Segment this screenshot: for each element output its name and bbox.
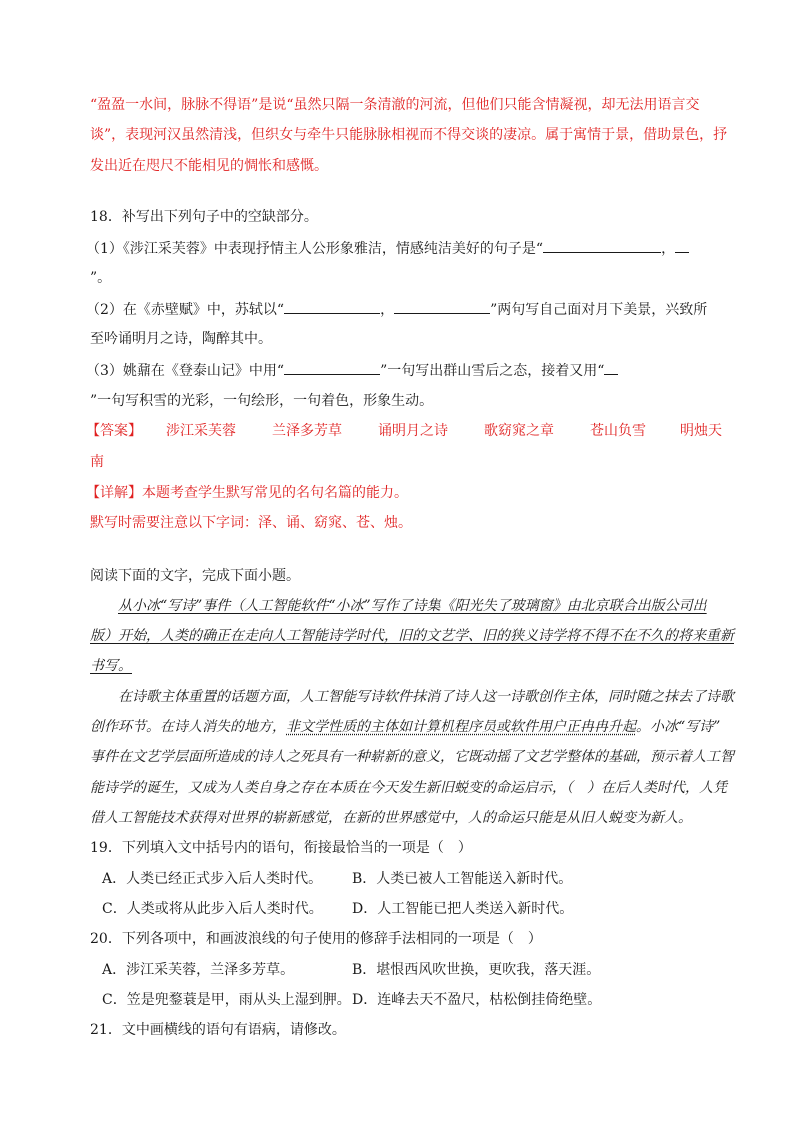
question-19-stem: 19．下列填入文中括号内的语句，衔接最恰当的一项是（ ） bbox=[90, 840, 472, 856]
q19-option-a[interactable]: A．人类已经正式步入后人类时代。 bbox=[102, 871, 323, 887]
passage-underlined-line: 书写。 bbox=[90, 658, 132, 674]
question-20-stem: 20．下列各项中，和画波浪线的句子使用的修辞手法相同的一项是（ ） bbox=[90, 931, 542, 947]
fill-blank[interactable] bbox=[675, 238, 689, 253]
detail-line-2: 默写时需要注意以下字词：泽、诵、窈窕、苍、烛。 bbox=[90, 515, 412, 531]
passage-text: 。小冰“写诗” bbox=[636, 719, 721, 735]
question-21-stem: 21．文中画横线的语句有语病，请修改。 bbox=[90, 1022, 346, 1038]
answer-item-wrap: 南 bbox=[90, 454, 104, 470]
q18-item-3-cont: ”一句写积雪的光彩，一句绘形，一句着色，形象生动。 bbox=[90, 393, 434, 409]
q19-option-c[interactable]: C．人类或将从此步入后人类时代。 bbox=[102, 901, 323, 917]
q18-item-1 bbox=[86, 238, 716, 259]
detail-line bbox=[86, 483, 716, 503]
q20-option-b[interactable]: B．堪恨西风吹世换，更吹我，落天涯。 bbox=[352, 962, 601, 978]
answer-item: 涉江采芙蓉 bbox=[166, 423, 236, 439]
comma: ， bbox=[380, 302, 395, 318]
detail-text: 本题考查学生默写常见的名句名篇的能力。 bbox=[142, 485, 408, 501]
answer-label: 【答案】 bbox=[86, 423, 142, 439]
answer-item: 诵明月之诗 bbox=[378, 423, 448, 439]
passage-line bbox=[90, 717, 720, 737]
q19-option-d[interactable]: D．人工智能已把人类送入新时代。 bbox=[352, 901, 574, 917]
passage-wavy-sentence: 非文学性质的主体如计算机程序员或软件用户正冉冉升起 bbox=[286, 719, 636, 735]
q18-item-1-end: ”。 bbox=[90, 270, 112, 286]
explanation-line: 发出近在咫尺不能相见的惆怅和感慨。 bbox=[90, 158, 328, 174]
fill-blank[interactable] bbox=[543, 238, 661, 253]
explanation-line: 谈”，表现河汉虽然清浅，但织女与牵牛只能脉脉相视而不得交谈的凄凉。属于寓情于景，借助景色，抒 bbox=[90, 127, 728, 143]
detail-label: 【详解】 bbox=[86, 485, 142, 501]
fill-blank[interactable] bbox=[284, 299, 380, 314]
q20-option-d[interactable]: D．连峰去天不盈尺，枯松倒挂倚绝壁。 bbox=[352, 992, 602, 1008]
passage-line: 能诗学的诞生，又成为人类自身之存在本质在今天发生新旧蜕变的命运启示，（ ）在后人类时代，人凭 bbox=[90, 780, 727, 796]
q18-item-2-cont: 至吟诵明月之诗，陶醉其中。 bbox=[90, 331, 272, 347]
passage-line: 事件在文艺学层面所造成的诗人之死具有一种崭新的意义，它既动摇了文艺学整体的基础，预示着人工智 bbox=[90, 749, 734, 765]
passage-text: 创作环节。在诗人消失的地方， bbox=[90, 719, 286, 735]
answer-item: 苍山负雪 bbox=[590, 423, 646, 439]
q18-item-2-text: （2）在《赤壁赋》中，苏轼以“ bbox=[86, 302, 285, 318]
q18-item-2-text-b: ”两句写自己面对月下美景，兴致所 bbox=[490, 302, 708, 318]
fill-blank[interactable] bbox=[604, 360, 618, 375]
answer-item: 歌窈窕之章 bbox=[484, 423, 554, 439]
passage-underlined-line: 版）开始，人类的确正在走向人工智能诗学时代，旧的文艺学、旧的狭义诗学将不得不在不久的将来重新 bbox=[90, 628, 734, 644]
explanation-line: “盈盈一水间，脉脉不得语”是说“虽然只隔一条清澈的河流，但他们只能含情凝视，却无法用语言交 bbox=[90, 97, 700, 113]
question-18-stem: 18．补写出下列句子中的空缺部分。 bbox=[90, 209, 318, 225]
answer-item: 明烛天 bbox=[680, 423, 722, 439]
fill-blank[interactable] bbox=[284, 360, 380, 375]
answer-item: 兰泽多芳草 bbox=[272, 423, 342, 439]
q18-item-3-text-b: ”一句写出群山雪后之态，接着又用“ bbox=[380, 363, 605, 379]
q18-item-3-text: （3）姚鼐在《登泰山记》中用“ bbox=[86, 363, 285, 379]
q20-option-a[interactable]: A．涉江采芙蓉，兰泽多芳草。 bbox=[102, 962, 295, 978]
reading-intro: 阅读下面的文字，完成下面小题。 bbox=[90, 568, 300, 584]
q18-item-1-text: （1）《涉江采芙蓉》中表现抒情主人公形象雅洁，情感纯洁美好的句子是“ bbox=[86, 241, 544, 257]
q18-item-2 bbox=[86, 299, 716, 320]
fill-blank[interactable] bbox=[394, 299, 490, 314]
passage-line: 在诗歌主体重置的话题方面，人工智能写诗软件抹消了诗人这一诗歌创作主体，同时随之抹去了诗歌 bbox=[118, 689, 734, 705]
q20-option-c[interactable]: C．笠是兜鍪蓑是甲，雨从头上湿到胛。 bbox=[102, 992, 351, 1008]
passage-line: 借人工智能技术获得对世界的崭新感觉，在新的世界感觉中，人的命运只能是从旧人蜕变为新人。 bbox=[90, 810, 692, 826]
comma: ， bbox=[661, 241, 676, 257]
q19-option-b[interactable]: B．人类已被人工智能送入新时代。 bbox=[352, 871, 573, 887]
q18-item-3 bbox=[86, 360, 716, 381]
passage-underlined-line: 从小冰“写诗”事件（人工智能软件“小冰”写作了诗集《阳光失了玻璃窗》由北京联合出版公司出 bbox=[118, 598, 707, 614]
